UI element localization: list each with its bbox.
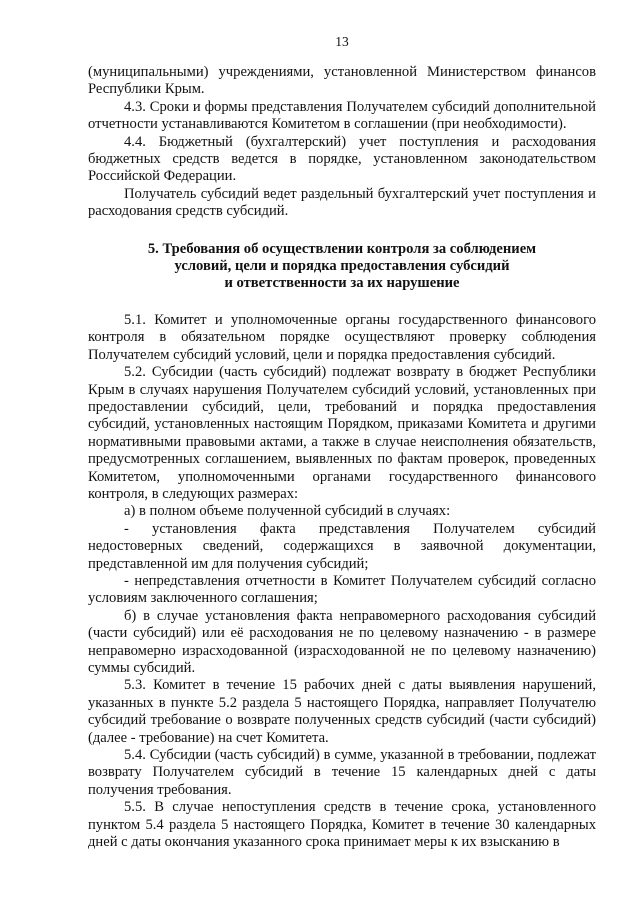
paragraph-4-3: 4.3. Сроки и формы представления Получателем субсидий дополнительной отчетности устанавливаются Комитетом в соглашении (при необходимости). [88, 98, 596, 133]
paragraph-5-2: 5.2. Субсидии (часть субсидий) подлежат возврату в бюджет Республики Крым в случаях нарушения Получателем субсидий условий, установленных при предоставлении субсидий, цели, требований и порядка предоставления субсидий, установленных настоящим Порядком, приказами Комитета и другими нормативными правовыми актами, а также в случае неисполнения обязательств, предусмотренных соглашением, выявленных по фактам проверок, проведенных Комитетом, уполномоченными органами государственного финансового контроля, в следующих размерах: [88, 364, 596, 502]
section-heading-line-3: и ответственности за их нарушение [224, 275, 460, 292]
paragraph-5-2-b: б) в случае установления факта неправомерного расходования субсидий (части субсидий) или её расходования не по целевому назначению - в размере неправомерно израсходованной (израсходованной не по целевому назначению) суммы субсидий. [88, 607, 596, 676]
section-5-heading [88, 241, 596, 293]
paragraph-5-2-a: а) в полном объеме полученной субсидий в случаях: [124, 503, 451, 520]
paragraph-5-5: 5.5. В случае непоступления средств в течение срока, установленного пунктом 5.4 раздела 5 настоящего Порядка, Комитет в течение 30 календарных дней с даты окончания указанного срока принимает меры к их взысканию в [88, 799, 596, 851]
section-heading-line-2: условий, цели и порядка предоставления субсидий [174, 258, 510, 275]
paragraph-separate-accounting: Получатель субсидий ведет раздельный бухгалтерский учет поступления и расходования средств субсидий. [88, 185, 596, 220]
paragraph-5-2-a-item-2: - непредставления отчетности в Комитет Получателем субсидий согласно условиям заключенного соглашения; [88, 572, 596, 607]
paragraph-continuation: (муниципальными) учреждениями, установленной Министерством финансов Республики Крым. [88, 64, 596, 98]
paragraph-5-2-a-item-1: - установления факта представления Получателем субсидий недостоверных сведений, содержащихся в заявочной документации, представленной им для получения субсидий; [88, 520, 596, 572]
paragraph-4-4: 4.4. Бюджетный (бухгалтерский) учет поступления и расходования бюджетных средств ведется в порядке, установленном законодательством Российской Федерации. [88, 133, 596, 185]
paragraph-5-4: 5.4. Субсидии (часть субсидий) в сумме, указанной в требовании, подлежат возврату Получателем субсидий в течение 15 календарных дней с даты получения требования. [88, 747, 596, 798]
paragraph-5-3: 5.3. Комитет в течение 15 рабочих дней с даты выявления нарушений, указанных в пункте 5.2 раздела 5 настоящего Порядка, направляет Получателю субсидий требование о возврате полученных средств субсидий (части субсидий) (далее - требование) на счет Комитета. [88, 677, 596, 746]
section-heading-line-1: 5. Требования об осуществлении контроля за соблюдением [147, 240, 537, 257]
page-number: 13 [335, 34, 349, 49]
paragraph-5-1: 5.1. Комитет и уполномоченные органы государственного финансового контроля в обязательном порядке осуществляют проверку соблюдения Получателем субсидий условий, цели и порядка предоставления субсидий. [88, 311, 596, 363]
